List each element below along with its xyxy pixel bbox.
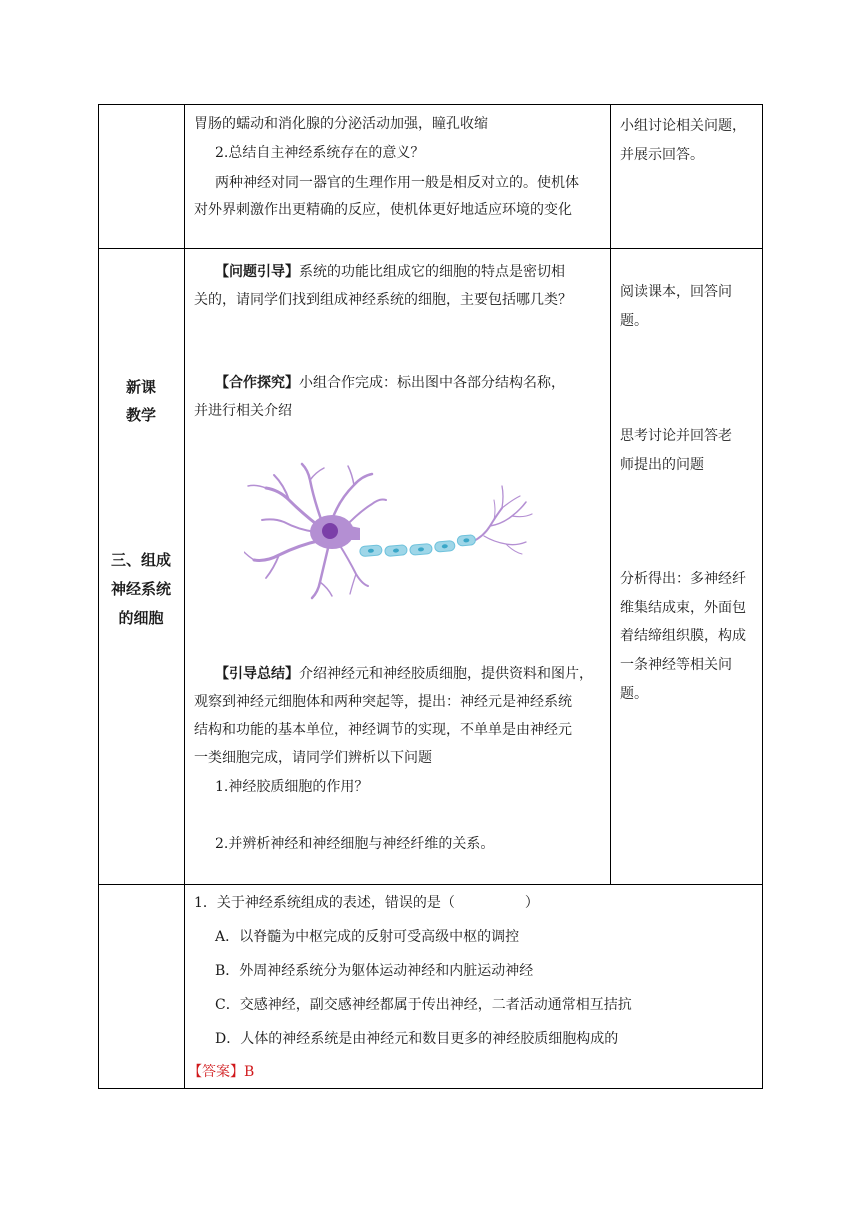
summary-tag: 【引导总结】 xyxy=(215,666,299,682)
problem-guide-tag: 【问题引导】 xyxy=(215,264,299,280)
coop-line-2: 并进行相关介绍 xyxy=(194,403,292,419)
table-border-right xyxy=(762,104,763,1089)
column-divider-label xyxy=(184,104,185,1089)
section-label-line-2: 教学 xyxy=(125,406,156,424)
quiz-option-d: D．人体的神经系统是由神经元和数目更多的神经胶质细胞构成的 xyxy=(215,1031,619,1047)
problem-guide-line-2: 关的，请同学们找到组成神经系统的细胞，主要包括哪几类？ xyxy=(194,292,572,308)
coop-tag: 【合作探究】 xyxy=(215,375,299,391)
section-label-line-3: 三、组成 xyxy=(110,551,171,569)
student-b-line-1: 思考讨论并回答老 xyxy=(620,428,732,444)
quiz-answer xyxy=(188,1062,254,1082)
student-a-line-1: 阅读课本，回答问 xyxy=(620,284,732,300)
student-c-line-4: 一条神经等相关问 xyxy=(620,657,732,673)
section-label-line-5: 的细胞 xyxy=(118,609,164,627)
student-b-line-2: 师提出的问题 xyxy=(620,457,704,473)
quiz-option-a: A．以脊髓为中枢完成的反射可受高级中枢的调控 xyxy=(215,929,520,945)
summary-line-1 xyxy=(215,664,593,684)
coop-text-1: 小组合作完成：标出图中各部分结构名称， xyxy=(299,375,565,391)
answer-value: B xyxy=(244,1064,255,1080)
student-top-line-1: 小组讨论相关问题， xyxy=(620,118,746,134)
quiz-option-c: C．交感神经，副交感神经都属于传出神经，二者活动通常相互拮抗 xyxy=(215,997,632,1013)
row-divider-2 xyxy=(98,884,762,885)
student-c-line-1: 分析得出：多神经纤 xyxy=(620,571,746,587)
row-divider-1 xyxy=(98,248,762,249)
answer-tag: 【答案】 xyxy=(188,1064,244,1080)
question-item-2: 2.并辨析神经和神经细胞与神经纤维的关系。 xyxy=(215,836,495,852)
table-border-bottom xyxy=(98,1088,762,1089)
summary-line-4: 一类细胞完成，请同学们辨析以下问题 xyxy=(194,750,432,766)
top-line-4: 对外界刺激作出更精确的反应，使机体更好地适应环境的变化 xyxy=(194,202,572,218)
student-top-line-2: 并展示回答。 xyxy=(620,147,704,163)
quiz-question: 1．关于神经系统组成的表述，错误的是（ ） xyxy=(194,895,539,911)
nucleus xyxy=(322,523,338,539)
summary-text-1: 介绍神经元和神经胶质细胞，提供资料和图片， xyxy=(299,666,593,682)
problem-guide-line-1 xyxy=(215,262,565,282)
top-line-3: 两种神经对同一器官的生理作用一般是相反对立的。使机体 xyxy=(215,175,579,191)
neuron-illustration xyxy=(244,460,534,600)
top-line-2: 2.总结自主神经系统存在的意义？ xyxy=(215,145,425,161)
summary-line-2: 观察到神经元细胞体和两种突起等，提出：神经元是神经系统 xyxy=(194,694,572,710)
summary-line-3: 结构和功能的基本单位，神经调节的实现，不单单是由神经元 xyxy=(194,722,572,738)
top-line-1: 胃肠的蠕动和消化腺的分泌活动加强，瞳孔收缩 xyxy=(194,116,488,132)
question-item-1: 1.神经胶质细胞的作用？ xyxy=(215,779,369,795)
student-c-line-5: 题。 xyxy=(620,686,648,702)
student-c-line-2: 维集结成束，外面包 xyxy=(620,600,746,616)
student-c-line-3: 着结缔组织膜，构成 xyxy=(620,628,746,644)
table-border-top xyxy=(98,104,762,105)
section-label-line-1: 新课 xyxy=(125,378,156,396)
myelin-sheath xyxy=(359,535,476,560)
student-a-line-2: 题。 xyxy=(620,313,648,329)
problem-guide-text-1: 系统的功能比组成它的细胞的特点是密切相 xyxy=(299,264,565,280)
column-divider-student xyxy=(610,104,611,885)
section-label-line-4: 神经系统 xyxy=(110,580,171,598)
quiz-option-b: B．外周神经系统分为躯体运动神经和内脏运动神经 xyxy=(215,963,534,979)
coop-line-1 xyxy=(215,373,565,393)
